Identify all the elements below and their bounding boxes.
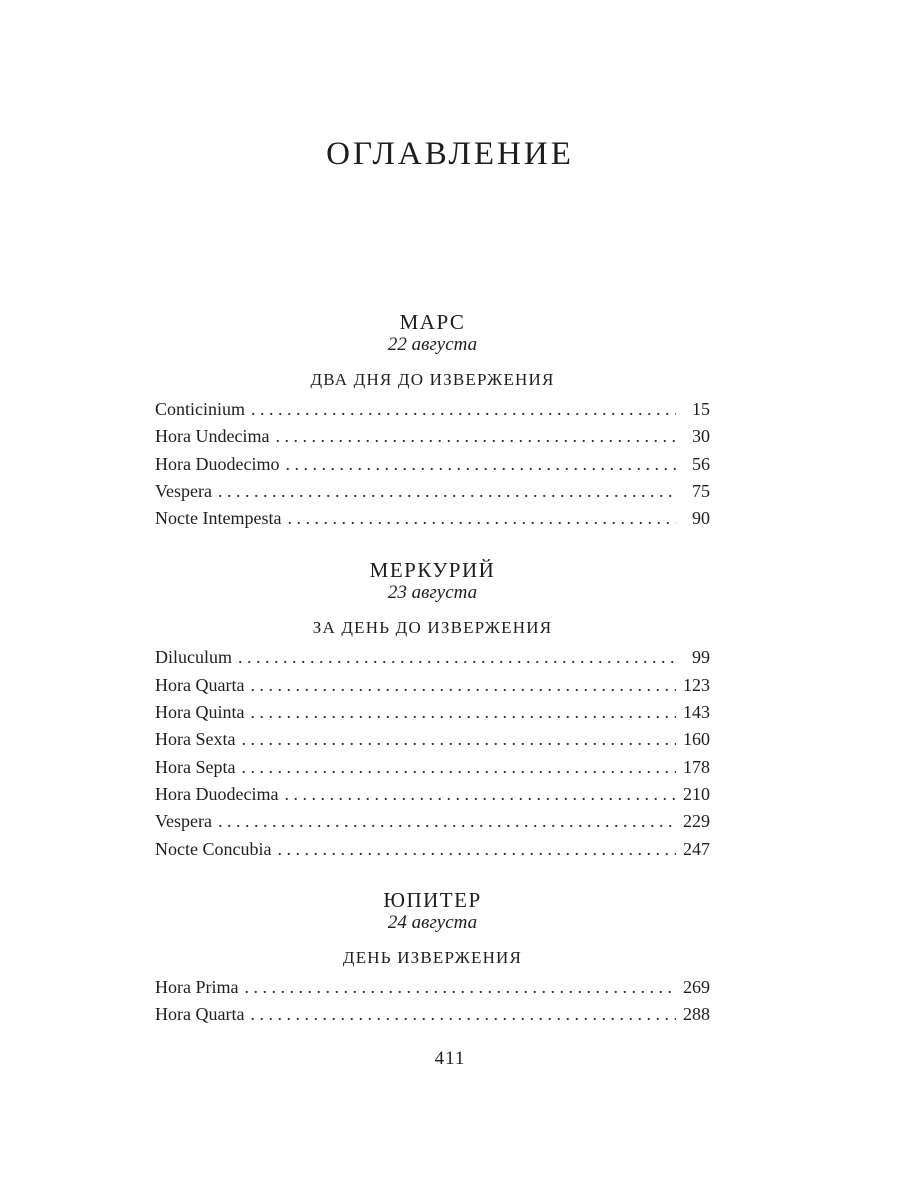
dot-leader	[241, 754, 676, 781]
dot-leader	[218, 808, 676, 835]
toc-entry[interactable]	[155, 781, 710, 808]
part-name: МАРС	[399, 310, 466, 334]
entry-page-number: 75	[692, 480, 710, 501]
entry-title: Hora Quinta	[155, 702, 245, 723]
part-date: 22 августа	[387, 334, 478, 355]
page-number-footer: 411	[434, 1048, 466, 1069]
toc-section-mercury	[155, 558, 710, 862]
dot-leader	[244, 974, 676, 1001]
entry-page-number: 229	[683, 811, 710, 832]
entry-page-number: 123	[683, 674, 710, 695]
part-date: 23 августа	[387, 582, 478, 604]
entry-title: Hora Undecima	[155, 426, 270, 447]
entry-title: Conticinium	[155, 399, 245, 419]
page-title: ОГЛАВЛЕНИЕ	[326, 136, 574, 172]
entry-page-number: 247	[683, 838, 710, 859]
toc-entry[interactable]	[155, 836, 710, 863]
dot-leader	[250, 699, 676, 726]
entry-page-number: 30	[692, 426, 710, 447]
entry-title: Hora Sexta	[155, 729, 236, 750]
dot-leader	[250, 672, 676, 699]
toc-section-mars	[155, 310, 710, 532]
toc-entry[interactable]	[155, 451, 710, 478]
entry-title: Hora Quarta	[155, 1004, 245, 1025]
part-subtitle: ДВА ДНЯ ДО ИЗВЕРЖЕНИЯ	[310, 370, 555, 389]
dot-leader	[238, 644, 676, 671]
entry-title: Hora Prima	[155, 976, 239, 997]
entry-page-number: 99	[692, 647, 710, 668]
toc-entry[interactable]	[155, 974, 710, 1001]
entry-title: Nocte Concubia	[155, 838, 272, 859]
toc-entry[interactable]	[155, 726, 710, 753]
section-spacer	[155, 863, 710, 888]
entry-title: Hora Quarta	[155, 674, 245, 695]
part-subtitle: ЗА ДЕНЬ ДО ИЗВЕРЖЕНИЯ	[312, 618, 553, 638]
toc-entry[interactable]	[155, 423, 710, 450]
toc-entry[interactable]	[155, 644, 710, 671]
toc-entry[interactable]	[155, 672, 710, 699]
part-subtitle: ДЕНЬ ИЗВЕРЖЕНИЯ	[342, 947, 523, 967]
entry-title: Nocte Intempesta	[155, 508, 282, 529]
entry-title: Hora Septa	[155, 756, 236, 777]
entry-title: Hora Duodecimo	[155, 453, 280, 474]
toc-entry[interactable]	[155, 699, 710, 726]
toc-entry[interactable]	[155, 505, 710, 532]
entry-page-number: 160	[683, 729, 710, 750]
dot-leader	[250, 1001, 676, 1028]
table-of-contents	[155, 310, 710, 1028]
part-date: 24 августа	[387, 911, 478, 933]
dot-leader	[287, 505, 676, 532]
dot-leader	[285, 451, 676, 478]
entry-page-number: 56	[692, 453, 710, 474]
entry-page-number: 178	[683, 756, 710, 777]
entry-page-number: 15	[692, 399, 710, 419]
part-name: МЕРКУРИЙ	[369, 558, 496, 583]
entry-title: Diluculum	[155, 647, 232, 668]
toc-entry[interactable]	[155, 1001, 710, 1028]
dot-leader	[251, 396, 676, 423]
entry-title: Vespera	[155, 480, 212, 501]
entry-title: Hora Duodecima	[155, 783, 279, 804]
dot-leader	[241, 726, 676, 753]
entry-page-number: 90	[692, 508, 710, 529]
toc-entry[interactable]	[155, 808, 710, 835]
dot-leader	[275, 423, 676, 450]
entry-title: Vespera	[155, 811, 212, 832]
part-name: ЮПИТЕР	[383, 887, 482, 912]
toc-section-jupiter	[155, 888, 710, 1029]
entry-page-number: 269	[683, 976, 710, 997]
toc-entry[interactable]	[155, 396, 710, 423]
dot-leader	[284, 781, 676, 808]
dot-leader	[277, 836, 676, 863]
toc-entry[interactable]	[155, 478, 710, 505]
entry-page-number: 143	[683, 702, 710, 723]
toc-entry[interactable]	[155, 754, 710, 781]
dot-leader	[218, 478, 676, 505]
entry-page-number: 210	[683, 783, 710, 804]
section-spacer	[155, 532, 710, 558]
entry-page-number: 288	[683, 1004, 710, 1025]
